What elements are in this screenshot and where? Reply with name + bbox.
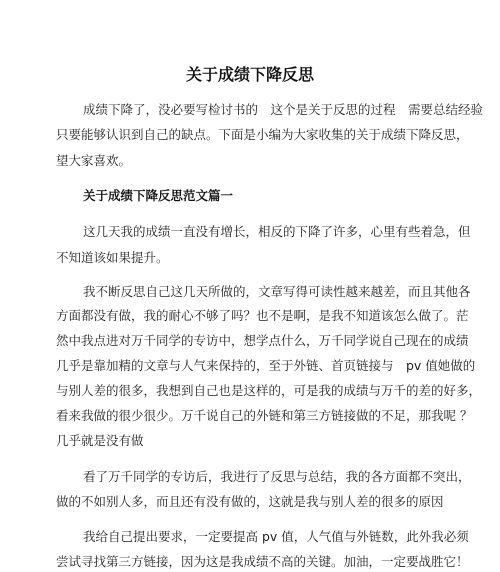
paragraph4-line-1: 我给自己提出要求，一定要提高 pv 值，人气值与外链数，此外我必须 xyxy=(83,529,469,544)
paragraph2-line-3: 然中我点进对万千同学的专访中，想学点什么，万千同学说自己现在的成绩 xyxy=(56,333,469,348)
paragraph4-line-2: 尝试寻找第三方链接，因为这是我成绩不高的关键。加油，一定要战胜它！ xyxy=(56,554,469,569)
paragraph2-line-7: 几乎就是没有做 xyxy=(56,433,144,448)
paragraph3-line-1: 看了万千同学的专访后，我进行了反思与总结，我的各方面都不突出， xyxy=(83,469,471,484)
paragraph2-line-5: 与别人差的很多，我想到自己也是这样的，可是我的成绩与万千的差的好多， xyxy=(56,383,482,398)
paragraph2-line-6: 看来我做的很少很少。万千说自己的外链和第三方链接做的不足，那我呢 ？ xyxy=(56,408,473,423)
intro-line-3: 望大家喜欢。 xyxy=(56,153,132,168)
intro-line-2: 只要能够认识到自己的缺点。下面是小编为大家收集的关于成绩下降反思， xyxy=(56,127,469,142)
intro-line-1: 成绩下降了，没必要写检讨书的 这个是关于反思的过程 需要总结经验 xyxy=(83,102,484,117)
document-title: 关于成绩下降反思 xyxy=(185,65,314,84)
paragraph1-line-2: 不知道该如果提升。 xyxy=(56,250,169,265)
paragraph2-line-4: 几乎是靠加精的文章与人气来保持的，至于外链、首页链接与 pv 值她做的 xyxy=(56,358,476,373)
paragraph1-line-1: 这几天我的成绩一直没有增长，相反的下降了许多，心里有些着急，但 xyxy=(83,224,471,239)
section-heading: 关于成绩下降反思范文篇一 xyxy=(83,188,234,203)
paragraph2-line-2: 方面都没有做，我的耐心不够了吗？也不是啊，是我不知道该怎么做了。茫 xyxy=(56,308,469,323)
paragraph3-line-2: 做的不如别人多，而且还有没有做的，这就是我与别人差的很多的原因 xyxy=(56,494,444,509)
paragraph2-line-1: 我不断反思自己这几天所做的，文章写得可读性越来越差，而且其他各 xyxy=(83,284,471,299)
